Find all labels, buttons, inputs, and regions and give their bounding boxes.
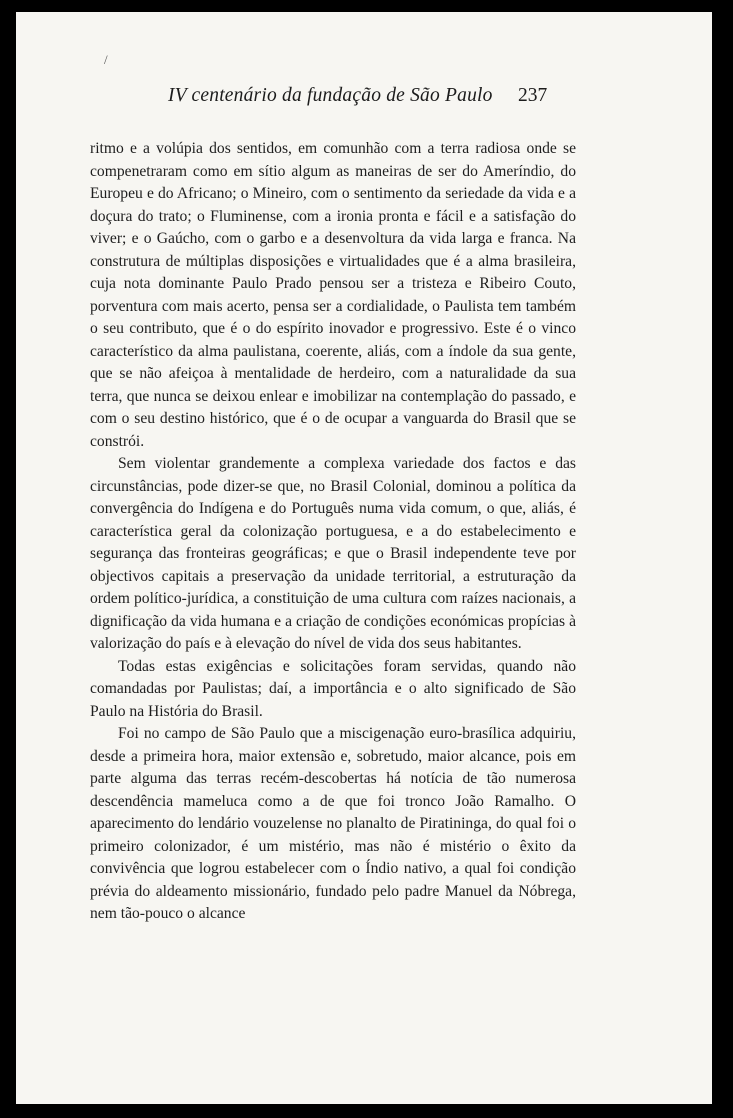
paragraph: Foi no campo de São Paulo que a miscigenação euro-brasílica adquiriu, desde a primeira hora, maior extensão e, sobretudo, maior alcance, pois em parte alguma das terras recém-descobertas há notícia de tão numerosa descendência mameluca como a de que foi tronco João Ramalho. O aparecimento do lendário vouzelense no planalto de Piratininga, do qual foi o primeiro colonizador, é um mistério, mas não é mistério o êxito da convivência que logrou estabelecer com o Índio nativo, a qual foi condição prévia do aldeamento missionário, fundado pelo padre Manuel da Nóbrega, nem tão-pouco o alcance xyxy=(90,725,576,922)
stray-ink-mark: / xyxy=(104,52,108,67)
book-page xyxy=(16,12,712,1104)
running-title: IV centenário da fundação de São Paulo xyxy=(168,85,493,106)
page-number: 237 xyxy=(518,85,548,106)
paragraph: Sem violentar grandemente a complexa variedade dos factos e das circunstâncias, pode dizer-se que, no Brasil Colonial, dominou a política da convergência do Indígena e do Português numa vida comum, o que, aliás, é característica geral da colonização portuguesa, e a do estabelecimento e segurança das fronteiras geográficas; e que o Brasil independente teve por objectivos capitais a preservação da unidade territorial, a estruturação da ordem político-jurídica, a constituição de uma cultura com raízes nacionais, a dignificação da vida humana e a criação de condições económicas propícias à valorização do país e à elevação do nível de vida dos seus habitantes. xyxy=(90,455,576,652)
body-text xyxy=(90,138,576,926)
paragraph: Todas estas exigências e solicitações foram servidas, quando não comandadas por Paulistas; daí, a importância e o alto significado de São Paulo na História do Brasil. xyxy=(90,657,576,720)
page-header xyxy=(16,85,712,113)
paragraph: ritmo e a volúpia dos sentidos, em comunhão com a terra radiosa onde se compenetraram como em sítio algum as maneiras de ser do Ameríndio, do Europeu e do Africano; o Mineiro, com o sentimento da seriedade da vida e a doçura do trato; o Fluminense, com a ironia pronta e fácil e a satisfação do viver; e o Gaúcho, com o garbo e a desenvoltura da vida larga e franca. Na construtura de múltiplas disposições e virtualidades que é a alma brasileira, cuja nota dominante Paulo Prado pensou ser a tristeza e Ribeiro Couto, porventura com mais acerto, pensa ser a cordialidade, o Paulista tem também o seu contributo, que é o do espírito inovador e progressivo. Este é o vinco característico da alma paulistana, coerente, aliás, com a índole da sua gente, que se não afeiçoa à mentalidade de herdeiro, com a naturalidade da sua terra, que nunca se deixou enlear e imobilizar na contemplação do passado, e com o seu destino histórico, que é o de ocupar a vanguarda do Brasil que se constrói. xyxy=(90,140,576,450)
